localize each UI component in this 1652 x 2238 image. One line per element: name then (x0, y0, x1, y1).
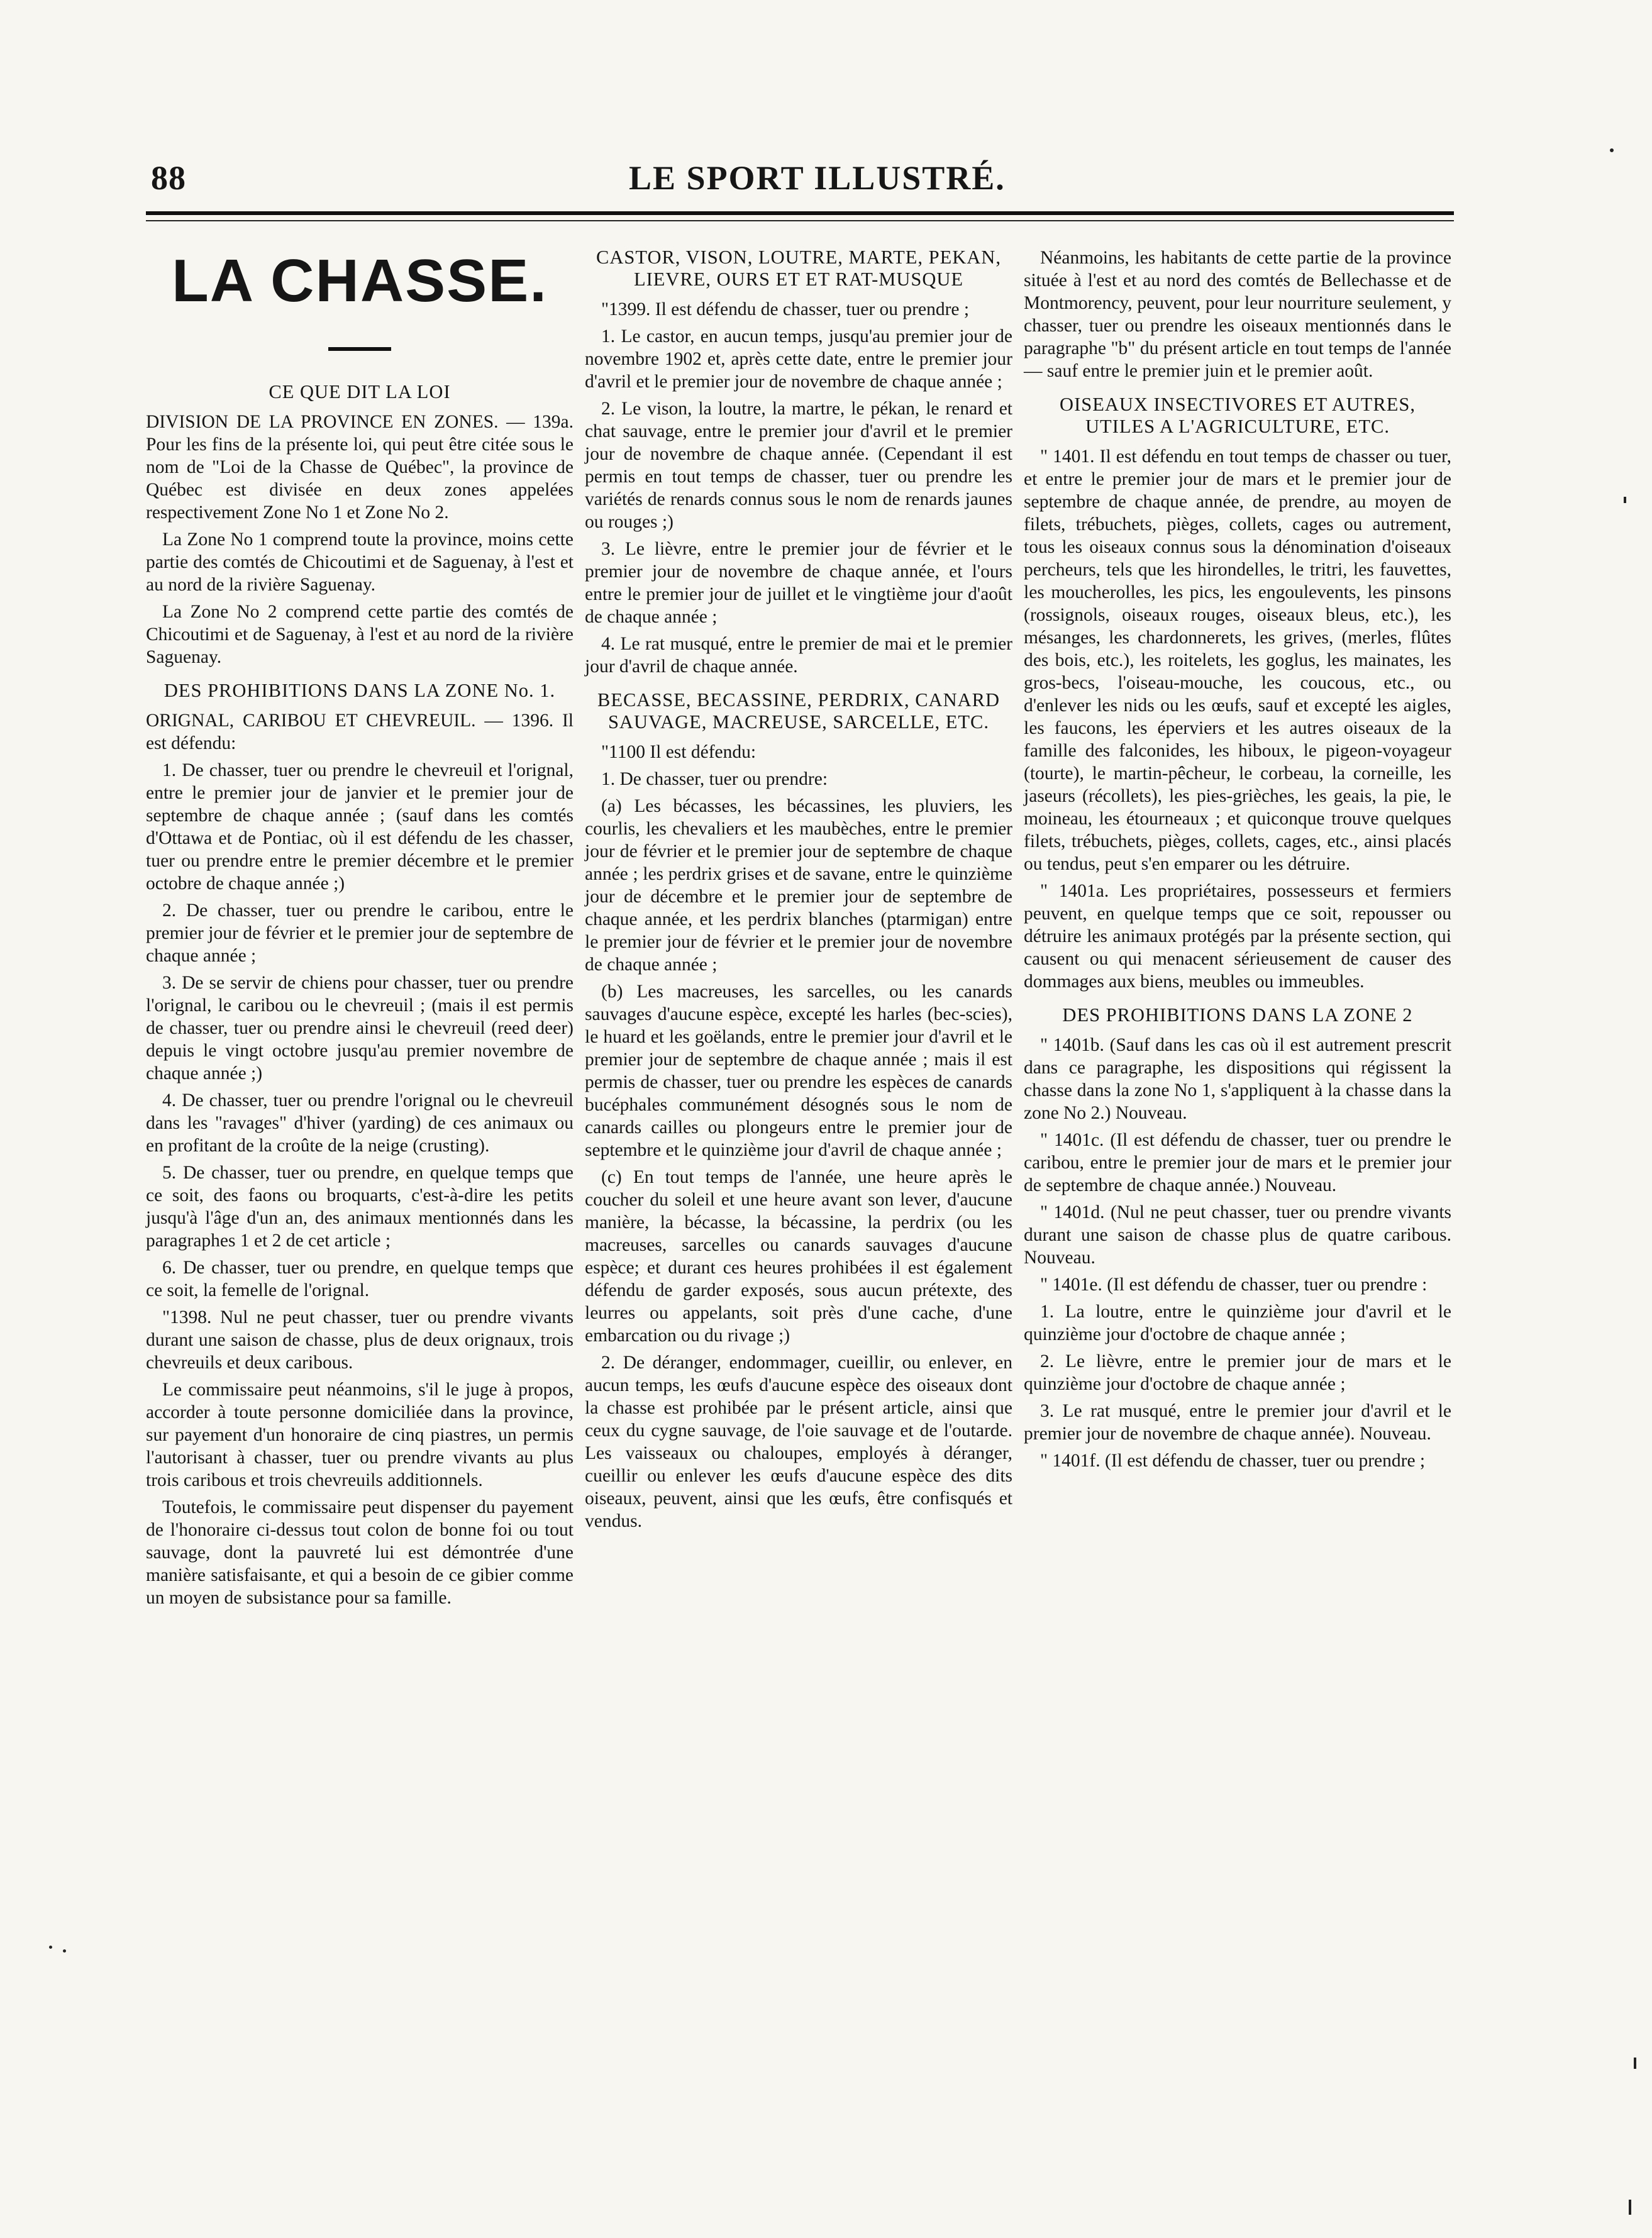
section-heading: CASTOR, VISON, LOUTRE, MARTE, PEKAN, LIEVRE, OURS ET ET RAT-MUSQUE (596, 247, 1001, 290)
paragraph: " 1401. Il est défendu en tout temps de chasser ou tuer, et entre le premier jour de mars et le premier jour de septembre de chaque année, de prendre, au moyen de filets, trébuchets, pièges, collets, cages ou autrement, tous les oiseaux connus sous la dénomination d'oiseaux percheurs, tels que les hirondelles, le tritri, les fauvettes, les moucherolles, les pics, les engoulevents, les pinsons (rossignols, oiseaux rouges, oiseaux bleus, etc.), les mésanges, les chardonnerets, les grives, (merles, flûtes des bois, etc.), les roitelets, les goglus, les mainates, les gros-becs, l'oiseau-mouche, les coucous, etc., ou d'enlever les nids ou les œufs, sauf et excepté les aigles, les faucons, les éperviers et les autres oiseaux de la famille des falconides, les hiboux, le pigeon-voyageur (tourte), le martin-pêcheur, le corbeau, la corneille, les jaseurs (récollets), les pies-grièches, les geais, la pie, le moineau, les étourneaux ; et quiconque trouve quelques filets, trébuchets, pièges, collets, cages, etc., ainsi placés ou tendus, peut s'en emparer ou les détruire. (1024, 446, 1451, 874)
paragraph: Le commissaire peut néanmoins, s'il le juge à propos, accorder à toute personne domiciliée dans la province, sur payement d'un honoraire de cinq piastres, un permis l'autorisant à chasser, tuer ou prendre vivants au plus trois caribous et trois chevreuils additionnels. (146, 1380, 574, 1490)
paragraph: " 1401e. (Il est défendu de chasser, tuer ou prendre : (1040, 1275, 1427, 1295)
paragraph: " 1401d. (Nul ne peut chasser, tuer ou prendre vivants durant une saison de chasse plus de quatre caribous. Nouveau. (1024, 1202, 1451, 1268)
paragraph: 1. Le castor, en aucun temps, jusqu'au premier jour de novembre 1902 et, après cette date, entre le premier jour d'avril et le premier jour de novembre de chaque année ; (585, 326, 1012, 392)
column-1 (146, 247, 574, 1614)
paragraph: 1. De chasser, tuer ou prendre le chevreuil et l'orignal, entre le premier jour de janvier et le premier jour de septembre de chaque année ; (sauf dans les comtés d'Ottawa et de Pontiac, où il est défendu de les chasser, tuer ou prendre entre le premier décembre et le premier octobre de chaque année ;) (146, 760, 574, 894)
paragraph: (c) En tout temps de l'année, une heure après le coucher du soleil et une heure avant son lever, d'aucune manière, la bécasse, la bécassine, la perdrix (ou les macreuses, sarcelles ou canards sauvages d'aucune espèce; et durant ces heures prohibées il est également défendu de garder exposés, sous aucun prétexte, des leurres ou appelants, soit près d'une cache, d'une embarcation ou du rivage ;) (585, 1167, 1012, 1346)
scan-speck (49, 1946, 52, 1949)
section-heading: DES PROHIBITIONS DANS LA ZONE No. 1. (164, 680, 556, 701)
section-heading: CE QUE DIT LA LOI (269, 381, 451, 402)
column-3 (1024, 247, 1451, 1476)
column-2 (585, 247, 1012, 1537)
paragraph: " 1401a. Les propriétaires, possesseurs et fermiers peuvent, en quelque temps que ce soit, repousser ou détruire les animaux protégés par la présente section, qui causent ou qui menacent sérieusement de causer des dommages aux biens, meubles ou immeubles. (1024, 881, 1451, 992)
paragraph: La Zone No 1 comprend toute la province, moins cette partie des comtés de Chicoutimi et de Saguenay, à l'est et au nord de la rivière Saguenay. (146, 529, 574, 595)
title-rule (328, 347, 391, 351)
paragraph: 2. Le lièvre, entre le premier jour de mars et le quinzième jour d'octobre de chaque année ; (1024, 1351, 1451, 1394)
paragraph: DIVISION DE LA PROVINCE EN ZONES. — 139a. Pour les fins de la présente loi, qui peut être citée sous le nom de "Loi de la Chasse de Québec", la province de Québec est divisée en deux zones appelées respectivement Zone No 1 et Zone No 2. (146, 412, 574, 523)
page-header (0, 0, 1652, 208)
page-number: 88 (151, 159, 186, 197)
header-rule-thin (146, 220, 1454, 221)
paragraph: Néanmoins, les habitants de cette partie de la province située à l'est et au nord des comtés de Bellechasse et de Montmorency, peuvent, pour leur nourriture seulement, y chasser, tuer ou prendre les oiseaux mentionnés dans le paragraphe "b" du présent article en tout temps de l'année — sauf entre le premier juin et le premier août. (1024, 248, 1451, 381)
running-title: LE SPORT ILLUSTRÉ. (629, 159, 1006, 197)
paragraph: "1399. Il est défendu de chasser, tuer ou prendre ; (601, 299, 970, 319)
paragraph: 4. Le rat musqué, entre le premier de mai et le premier jour d'avril de chaque année. (585, 634, 1012, 677)
paragraph: 6. De chasser, tuer ou prendre, en quelque temps que ce soit, la femelle de l'orignal. (146, 1258, 574, 1300)
section-heading: BECASSE, BECASSINE, PERDRIX, CANARD SAUVAGE, MACREUSE, SARCELLE, ETC. (597, 689, 1000, 733)
section-subheading: ORIGNAL, CARIBOU ET CHEVREUIL. — 1396. Il est défendu: (146, 711, 574, 753)
paragraph: 4. De chasser, tuer ou prendre l'orignal ou le chevreuil dans les "ravages" d'hiver (yarding) de ces animaux ou en profitant de la croûte de la neige (crusting). (146, 1090, 574, 1156)
paragraph: (a) Les bécasses, les bécassines, les pluviers, les courlis, les chevaliers et les maubèches, entre le premier jour de février et le premier jour de septembre de chaque année ; les perdrix grises et de savane, entre le quinzième jour de décembre et le premier jour de septembre de chaque année, et les perdrix blanches (ptarmigan) entre le premier jour de février et le premier jour de novembre de chaque année ; (585, 796, 1012, 975)
scan-speck (63, 1949, 66, 1953)
header-rule (146, 211, 1454, 215)
paragraph: " 1401f. (Il est défendu de chasser, tuer ou prendre ; (1040, 1451, 1426, 1471)
paragraph: 5. De chasser, tuer ou prendre, en quelque temps que ce soit, des faons ou broquarts, c'est-à-dire les petits jusqu'à l'âge d'un an, des animaux mentionnés dans les paragraphes 1 et 2 de cet article ; (146, 1163, 574, 1251)
paragraph: 1. De chasser, tuer ou prendre: (601, 769, 828, 789)
paragraph: "1398. Nul ne peut chasser, tuer ou prendre vivants durant une saison de chasse, plus de deux orignaux, trois chevreuils et deux caribous. (146, 1307, 574, 1373)
paragraph: 2. De chasser, tuer ou prendre le caribou, entre le premier jour de février et le premier jour de septembre de chaque année ; (146, 900, 574, 966)
scan-speck (1624, 497, 1626, 503)
paragraph: Toutefois, le commissaire peut dispenser du payement de l'honoraire ci-dessus tout colon de bonne foi ou tout sauvage, dont la pauvreté lui est démontrée d'une manière satisfaisante, et qui a besoin de ce gibier comme un moyen de subsistance pour sa famille. (146, 1497, 574, 1608)
paragraph: 3. Le rat musqué, entre le premier jour d'avril et le premier jour de novembre de chaque année). Nouveau. (1024, 1401, 1451, 1444)
paragraph: (b) Les macreuses, les sarcelles, ou les canards sauvages d'aucune espèce, excepté les harles (bec-scies), le huard et les goëlands, entre le premier jour d'avril et le premier jour de septembre de chaque année ; mais il est permis de chasser, tuer ou prendre les espèces de canards bucéphales communément désognés sous le nom de canards cailles ou plongeurs entre le premier jour de septembre et le quinzième jour d'avril de chaque année ; (585, 982, 1012, 1160)
scan-speck (1634, 2058, 1636, 2069)
section-heading: DES PROHIBITIONS DANS LA ZONE 2 (1062, 1004, 1413, 1026)
paragraph: "1100 Il est défendu: (601, 742, 757, 762)
paragraph: 3. De se servir de chiens pour chasser, tuer ou prendre l'orignal, le caribou ou le chevreuil ; (mais il est permis de chasser, tuer ou prendre ainsi le chevreuil (reed deer) depuis le vingt octobre jusqu'au premier novembre de chaque année ;) (146, 973, 574, 1083)
section-heading: OISEAUX INSECTIVORES ET AUTRES, UTILES A L'AGRICULTURE, ETC. (1060, 394, 1416, 437)
scan-speck (1610, 148, 1614, 152)
paragraph: " 1401c. (Il est défendu de chasser, tuer ou prendre le caribou, entre le premier jour de mars et le premier jour de septembre de chaque année.) Nouveau. (1024, 1130, 1451, 1195)
paragraph: 3. Le lièvre, entre le premier jour de février et le premier jour de novembre de chaque année, et l'ours entre le premier jour de juillet et le vingtième jour d'août de chaque année ; (585, 539, 1012, 627)
paragraph: 1. La loutre, entre le quinzième jour d'avril et le quinzième jour d'octobre de chaque année ; (1024, 1302, 1451, 1344)
article-title: LA CHASSE. (172, 247, 548, 314)
paragraph: 2. Le vison, la loutre, la martre, le pékan, le renard et chat sauvage, entre le premier jour d'avril et le premier jour de novembre de chaque année. (Cependant il est permis en tout temps de chasser, tuer ou prendre les variétés de renards connus sous le nom de renards jaunes ou rouges ;) (585, 399, 1012, 532)
paragraph: 2. De déranger, endommager, cueillir, ou enlever, en aucun temps, les œufs d'aucune espèce des oiseaux dont la chasse est prohibée par le présent article, ainsi que ceux du cygne sauvage, de l'oie sauvage et de l'outarde. Les vaisseaux ou chaloupes, employés à déranger, cueillir ou enlever les œufs d'aucune espèce des dits oiseaux, peuvent, ainsi que les œufs, être confisqués et vendus. (585, 1353, 1012, 1531)
scan-speck (1629, 2200, 1631, 2215)
paragraph: " 1401b. (Sauf dans les cas où il est autrement prescrit dans ce paragraphe, les dispositions qui régissent la chasse dans la zone No 1, s'appliquent à la chasse dans la zone No 2.) Nouveau. (1024, 1035, 1451, 1123)
paragraph: La Zone No 2 comprend cette partie des comtés de Chicoutimi et de Saguenay, à l'est et au nord de la rivière Saguenay. (146, 602, 574, 667)
